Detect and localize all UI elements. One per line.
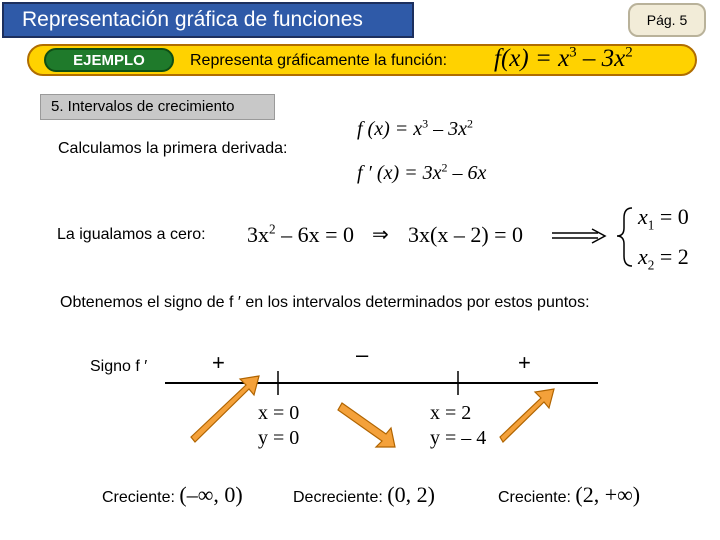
- page-number: Pág. 5: [646, 12, 688, 28]
- interval-value: (–∞, 0): [179, 482, 243, 507]
- sign-statement: Obtenemos el signo de f ′ en los intervalos determinados por estos puntos:: [60, 294, 590, 311]
- left-brace-icon: [617, 208, 632, 266]
- zero-text: La igualamos a cero:: [57, 226, 206, 243]
- point2-x: x = 2: [430, 402, 472, 424]
- interval-value: (0, 2): [387, 482, 435, 507]
- interval-label: Creciente:: [102, 489, 175, 506]
- interval-label: Creciente:: [498, 489, 571, 506]
- header-function: $f(x) = x^3 - 3x^2$: [494, 44, 633, 72]
- ejemplo-label: EJEMPLO: [73, 52, 145, 69]
- root-x1: $x_1 = 0$: [638, 204, 689, 233]
- page-title: Representación gráfica de funciones: [22, 8, 363, 31]
- derivative-text: Calculamos la primera derivada:: [58, 140, 288, 157]
- equation-factored: 3x(x – 2) = 0: [408, 222, 524, 247]
- point1-x: x = 0: [258, 402, 300, 424]
- sign-positive-1: +: [212, 350, 225, 375]
- implies-symbol: ⇒: [372, 224, 389, 246]
- interval-value: (2, +∞): [575, 482, 641, 507]
- point2-y: y = – 4: [430, 427, 487, 449]
- equation-expanded: $3x^2 - 6x = 0$: [247, 221, 355, 247]
- decreasing-arrow-icon: [338, 403, 395, 447]
- sign-label: Signo f ′: [90, 358, 148, 375]
- point1-y: y = 0: [258, 427, 300, 449]
- increasing-arrow-icon-2: [500, 389, 554, 442]
- sign-positive-2: +: [518, 350, 531, 375]
- root-x2: $x_2 = 2$: [638, 244, 689, 273]
- sign-negative: –: [356, 342, 369, 367]
- header-prompt: Representa gráficamente la función:: [190, 52, 448, 69]
- increasing-arrow-icon-1: [191, 376, 259, 442]
- function-expression: f $(x) = x^3 - 3x^2$: [357, 116, 474, 140]
- interval-label: Decreciente:: [293, 489, 383, 506]
- long-arrow-icon: [552, 229, 605, 243]
- derivative-expression: f ′ $(x) = 3x^2 - 6x$: [357, 160, 487, 184]
- section-label: 5. Intervalos de crecimiento: [40, 94, 275, 120]
